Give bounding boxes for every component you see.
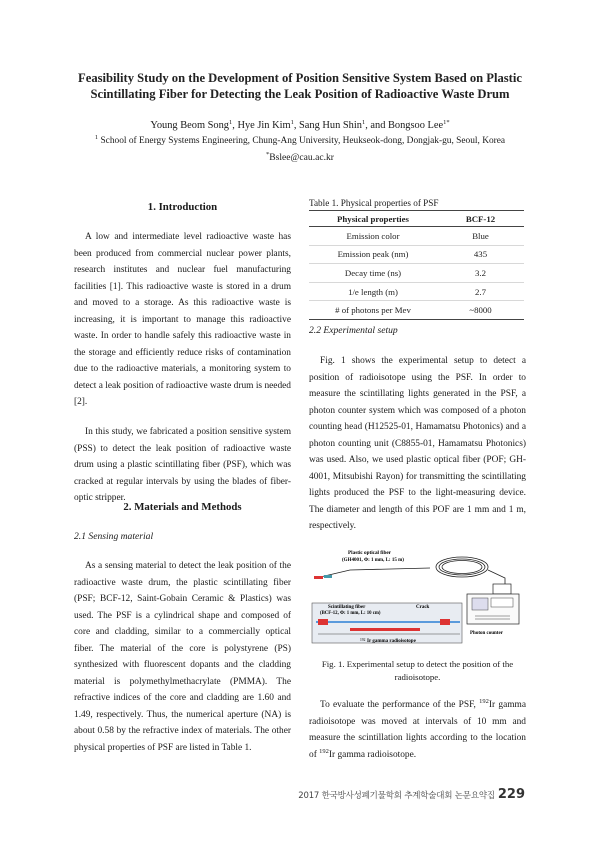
title-line-2: Scintillating Fiber for Detecting the Leak Position of Radioactive Waste Drum xyxy=(90,87,510,101)
eval-text-b: Ir gamma radioisotope was moved at intervals of 10 mm and measure the scintillation lights according to the location of xyxy=(309,700,526,760)
properties-table xyxy=(309,210,524,320)
email xyxy=(40,151,560,164)
psf-label: Scintillating fiber xyxy=(328,605,366,610)
experimental-setup-figure xyxy=(310,548,525,648)
fiber-end xyxy=(324,575,332,578)
table-row xyxy=(309,301,524,320)
table-cell: # of photons per Mev xyxy=(309,301,437,320)
table-header-cell: Physical properties xyxy=(309,211,437,227)
affiliation-text: School of Energy Systems Engineering, Chung-Ang University, Heukseok-dong, Dongjak-gu, Seoul, Korea xyxy=(98,136,506,146)
table-row xyxy=(309,282,524,301)
psf-spec: (BCF-12, Φ: 1 mm, L: 10 cm) xyxy=(320,611,381,616)
source-sup: 192 xyxy=(360,638,366,642)
author-2: , Hye Jin Kim xyxy=(232,120,291,131)
setup-paragraph: Fig. 1 shows the experimental setup to detect a position of radioisotope using the PSF. In order to measure the scintillating lights generated in the PSF, a photon counter system which was composed of a photon counting head (H12525-01, Hamamatsu Photonics) and a photon counting unit (C8855-01, Hamamatsu Photonics) was used. Also, we used plastic optical fiber (POF; GH-4001, Mitsubishi Rayon) for transmitting the scintillating lights produced the PSF to the light-measuring device. The diameter and length of this POF are 1 mm and 1 m, respectively. xyxy=(309,356,526,531)
author-2-sup: 1 xyxy=(290,119,294,126)
intro-paragraph-1: A low and intermediate level radioactive waste has been produced from commercial nuclear power plants, research institutes and nuclear fuel manufacturing facilities [1]. This radioactive waste is stored in a drum and moved to a storage. As this radioactive waste is increasing, it is important to manage this radioactive waste. In order to handle safely this radioactive waste in the storage and efficiently reduce risks of contamination due to the radioactive materials, a monitoring system to detect a leak position of radioactive waste drum is needed [2]. xyxy=(74,232,291,407)
affiliation xyxy=(40,135,560,148)
source-label: Ir gamma radioisotope xyxy=(367,639,416,644)
eval-text-c: Ir gamma radioisotope. xyxy=(328,749,417,760)
sensing-heading: 2.1 Sensing material xyxy=(74,531,154,542)
eval-sup-1: 192 xyxy=(479,698,489,705)
author-4: , and Bongsoo Lee xyxy=(365,120,444,131)
counter-label: Photon counter xyxy=(470,631,503,636)
page-footer xyxy=(298,787,525,802)
optical-fiber-line xyxy=(316,568,430,578)
table-row xyxy=(309,264,524,283)
intro-paragraph-2: In this study, we fabricated a position sensitive system (PSS) to detect the leak position of radioactive waste drum using a plastic scintillating fiber (PSF), which was cracked at regular intervals by using the blades of fiber-optic stripper. xyxy=(74,427,291,503)
table-cell: 3.2 xyxy=(437,264,524,283)
photon-counter xyxy=(467,584,519,624)
table-cell: 2.7 xyxy=(437,282,524,301)
eval-sup-2: 192 xyxy=(319,747,329,755)
table-row xyxy=(309,227,524,246)
author-3: , Sang Hun Shin xyxy=(293,120,362,131)
page-number: 229 xyxy=(497,787,525,802)
crack-label: Crack xyxy=(416,605,430,610)
table-cell: Decay time (ns) xyxy=(309,264,437,283)
sensing-paragraph: As a sensing material to detect the leak position of the radioactive waste drum, the plastic scintillating fiber (PSF; BCF-12, Saint-Gobain Ceramic & Plastics) was used. The PSF is a cylindrical shape and composed of core and cladding, similar to a commercially optical fiber. The material of the core is polystyrene (PS) synthesized with fluorescent dopants and the cladding material is polymethylmethacrylate (PMMA). The refractive indices of the core and cladding are 1.60 and 1.49, respectively. Thus, the numerical aperture (NA) is about 0.58 by the refractive index of materials. The other physical properties of PSF are listed in Table 1. xyxy=(74,561,291,753)
table-cell: Blue xyxy=(437,227,524,246)
paper-title xyxy=(40,70,560,102)
fiber-to-counter xyxy=(488,570,505,586)
author-list xyxy=(40,119,560,133)
red-block-right xyxy=(440,619,450,625)
table-cell: Emission color xyxy=(309,227,437,246)
email-text: Bslee@cau.ac.kr xyxy=(269,152,335,163)
intro-heading: 1. Introduction xyxy=(147,201,218,213)
table-cell: 1/e length (m) xyxy=(309,282,437,301)
affiliation-sup: 1 xyxy=(94,134,99,141)
fiber-coil xyxy=(436,557,488,577)
author-4-sup: 1* xyxy=(443,119,450,126)
author-3-sup: 1 xyxy=(361,119,366,126)
eval-text-a: To evaluate the performance of the PSF, xyxy=(320,700,480,710)
setup-heading: 2.2 Experimental setup xyxy=(309,325,398,336)
red-block-left xyxy=(318,619,328,625)
figure-caption: Fig. 1. Experimental setup to detect the position of the radioisotope. xyxy=(321,659,514,682)
author-1-sup: 1 xyxy=(229,119,233,126)
table-cell: 435 xyxy=(437,245,524,264)
author-1: Young Beom Song xyxy=(150,120,229,131)
pof-spec: (GH4001, Φ: 1 mm, L: 15 m) xyxy=(342,558,404,563)
evaluation-paragraph xyxy=(309,697,526,763)
table-cell: Emission peak (nm) xyxy=(309,245,437,264)
email-sup: * xyxy=(265,151,270,158)
table-row xyxy=(309,245,524,264)
source-holder xyxy=(350,628,420,631)
pof-label: Plastic optical fiber xyxy=(348,550,391,556)
methods-heading: 2. Materials and Methods xyxy=(123,501,242,513)
fiber-connector xyxy=(314,576,323,579)
table-cell: ~8000 xyxy=(437,301,524,320)
title-line-1: Feasibility Study on the Development of Position Sensitive System Based on Plastic xyxy=(78,71,522,85)
table-header-cell: BCF-12 xyxy=(437,211,524,227)
footer-text: 2017 한국방사성폐기물학회 추계학술대회 논문요약집 xyxy=(298,791,495,801)
table-header-row xyxy=(309,211,524,227)
table-caption: Table 1. Physical properties of PSF xyxy=(309,198,439,208)
